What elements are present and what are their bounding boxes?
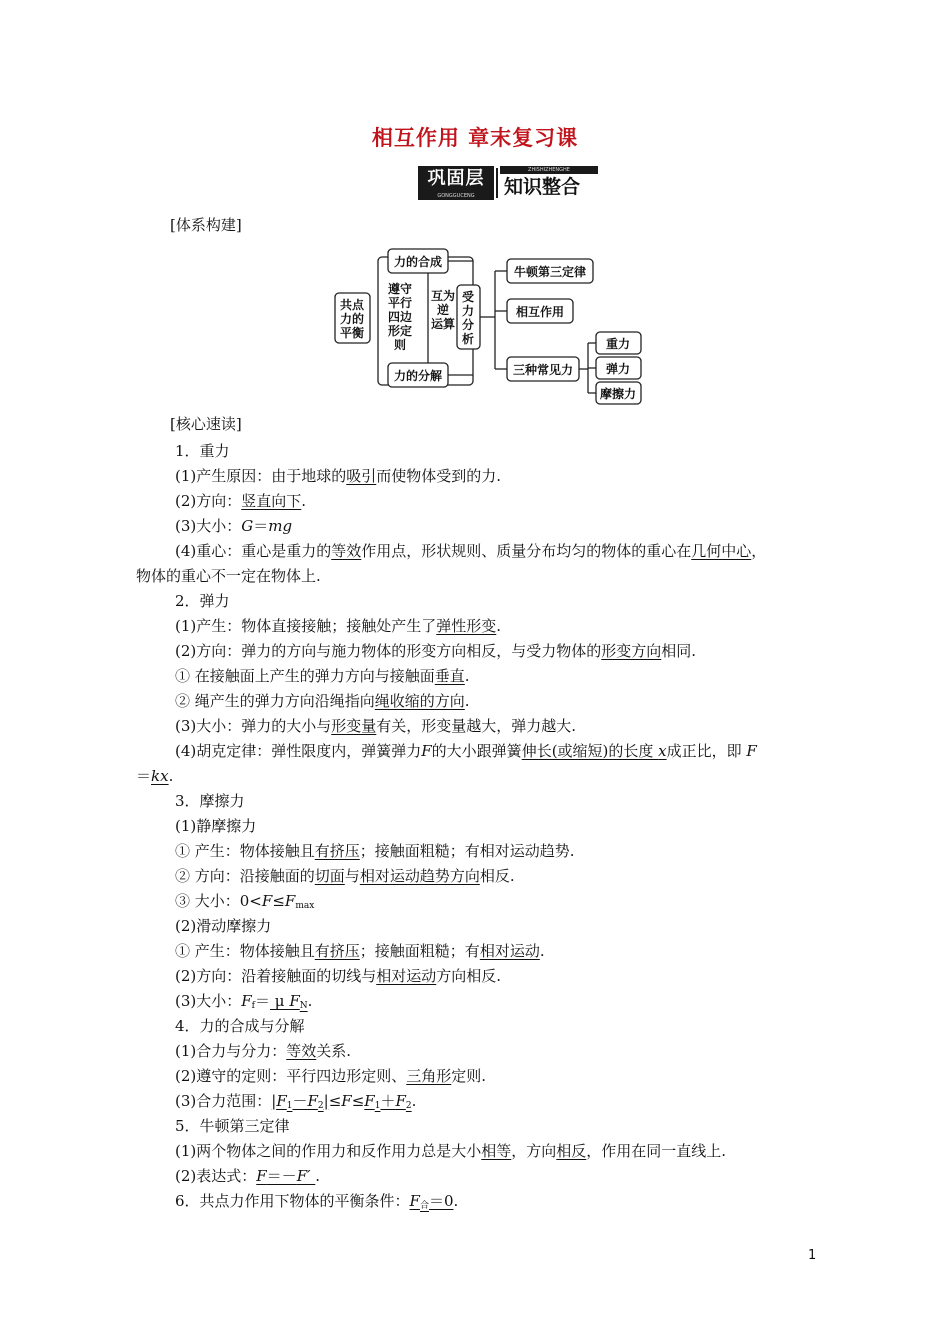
- answer-blank: 形变量: [331, 717, 377, 735]
- diagram-label-newton3: 牛顿第三定律: [513, 265, 587, 279]
- subscript: max: [295, 901, 315, 911]
- diagram-label-analysis-2: 力: [461, 304, 475, 318]
- content-line: [175, 691, 470, 711]
- diagram-label-analysis-3: 分: [461, 318, 475, 332]
- content-line: [136, 766, 173, 786]
- text-run: ① 在接触面上产生的弹力方向与接触面: [175, 667, 435, 685]
- text-run: 关系.: [316, 1042, 352, 1060]
- diagram-label-rule-2: 平行: [387, 296, 413, 310]
- text-run: ≤: [272, 892, 285, 910]
- text-run: ，方向: [511, 1142, 557, 1160]
- math-var: F: [746, 742, 757, 760]
- answer-blank: ＝0: [428, 1192, 454, 1210]
- text-run: .: [168, 767, 174, 785]
- text-run: ③ 大小：0<: [175, 892, 262, 910]
- content-line: [175, 541, 766, 561]
- content-line: [175, 991, 312, 1016]
- text-run: 物体的重心不一定在物体上.: [136, 567, 321, 585]
- text-run: ≤: [328, 1092, 342, 1110]
- text-run: (1)两个物体之间的作用力和反作用力总是大小: [175, 1142, 482, 1160]
- content-line: [175, 841, 575, 861]
- subscript: 2: [405, 1101, 412, 1111]
- answer-blank: F: [256, 1167, 267, 1185]
- text-run: ≤: [351, 1092, 365, 1110]
- answer-blank: F: [395, 1092, 406, 1110]
- content-line: [175, 1091, 416, 1116]
- math-var: mg: [268, 517, 293, 535]
- text-run: 相同.: [661, 642, 697, 660]
- answer-blank: 有挤压: [314, 842, 360, 860]
- answer-blank: 垂直: [434, 667, 465, 685]
- answer-blank: ＋: [380, 1092, 396, 1110]
- content-line: [175, 516, 292, 536]
- answer-blank: 伸长(或缩短)的长度: [521, 742, 659, 760]
- answer-blank: 相对运动: [376, 967, 437, 985]
- text-run: ② 方向：沿接触面的: [175, 867, 315, 885]
- text-run: 成正比，即: [666, 742, 747, 760]
- text-run: (2)滑动摩擦力: [175, 917, 272, 935]
- text-run: (2)方向：沿着接触面的切线与: [175, 967, 377, 985]
- diagram-label-eq-1: 共点: [339, 298, 365, 312]
- answer-blank: 三角形: [406, 1067, 452, 1085]
- diagram-label-eq-3: 平衡: [339, 326, 365, 340]
- page-number: 1: [808, 1248, 817, 1263]
- section-banner: [418, 166, 598, 200]
- content-line: [175, 666, 470, 686]
- subscript: 1: [374, 1101, 381, 1111]
- section-heading-structure: [体系构建]: [170, 216, 242, 234]
- answer-blank: 相反: [556, 1142, 587, 1160]
- content-line: [175, 591, 230, 611]
- diagram-label-gravity: 重力: [605, 337, 631, 351]
- diagram-label-compose: 力的合成: [393, 255, 443, 269]
- text-run: ① 产生：物体接触且: [175, 942, 315, 960]
- content-line: [175, 966, 501, 986]
- text-run: 6．共点力作用下物体的平衡条件：: [175, 1192, 410, 1210]
- text-run: 与: [344, 867, 360, 885]
- answer-blank: 弹性形变: [436, 617, 497, 635]
- text-run: (3)大小：: [175, 992, 242, 1010]
- content-line: [175, 1141, 726, 1161]
- text-run: ，作用在同一直线上.: [586, 1142, 727, 1160]
- answer-blank: x: [658, 742, 667, 760]
- content-line: [175, 616, 501, 636]
- answer-blank: |: [323, 1092, 329, 1110]
- banner-left-pinyin: GONGGUCENG: [437, 193, 475, 199]
- answer-blank: －: [292, 1092, 308, 1110]
- answer-blank: kx: [151, 767, 169, 785]
- text-run: (3)大小：: [175, 517, 242, 535]
- answer-blank: 相对运动: [479, 942, 540, 960]
- answer-blank: μ: [270, 992, 290, 1010]
- answer-blank: 相等: [481, 1142, 512, 1160]
- diagram-label-elastic: 弹力: [605, 362, 631, 376]
- text-run: ；接触面粗糙；有相对运动趋势.: [359, 842, 575, 860]
- answer-blank: 绳收缩的方向: [374, 692, 465, 710]
- text-run: ② 绳产生的弹力方向沿绳指向: [175, 692, 375, 710]
- text-run: ，: [751, 542, 767, 560]
- content-line: [175, 916, 271, 936]
- diagram-label-friction: 摩擦力: [599, 387, 637, 401]
- math-var: G: [241, 517, 254, 535]
- section-heading-core: [核心速读]: [170, 415, 242, 433]
- answer-blank: |: [271, 1092, 277, 1110]
- answer-blank: F: [409, 1192, 420, 1210]
- content-line: [175, 866, 515, 886]
- text-run: (2)遵守的定则：平行四边形定则、: [175, 1067, 407, 1085]
- subscript: N: [299, 1001, 308, 1011]
- text-run: ＝: [255, 992, 271, 1010]
- answer-blank: F: [364, 1092, 375, 1110]
- text-run: ① 产生：物体接触且: [175, 842, 315, 860]
- answer-blank: 有挤压: [314, 942, 360, 960]
- text-run: 1．重力: [175, 442, 230, 460]
- content-line: [175, 1041, 351, 1061]
- answer-blank: 吸引: [346, 467, 377, 485]
- math-var: F: [341, 1092, 352, 1110]
- text-run: .: [464, 667, 470, 685]
- content-line: [175, 891, 314, 916]
- subscript: 1: [286, 1101, 293, 1111]
- text-run: ＝: [253, 517, 269, 535]
- banner-right-text: 知识整合: [504, 176, 581, 198]
- text-run: .: [411, 1092, 417, 1110]
- text-run: 2．弹力: [175, 592, 230, 610]
- diagram-label-inverse-1: 互为: [430, 289, 456, 303]
- text-run: .: [464, 692, 470, 710]
- text-run: (4)重心：重心是重力的: [175, 542, 332, 560]
- content-line: [175, 641, 696, 661]
- subscript: 2: [317, 1101, 324, 1111]
- text-run: (2)方向：弹力的方向与施力物体的形变方向相反，与受力物体的: [175, 642, 602, 660]
- text-run: .: [539, 942, 545, 960]
- math-var: F: [261, 892, 273, 910]
- diagram-label-three: 三种常见力: [512, 363, 574, 377]
- text-run: 的大小跟弹簧: [431, 742, 522, 760]
- banner-right: [500, 166, 598, 200]
- text-run: (4)胡克定律：弹性限度内，弹簧弹力: [175, 742, 422, 760]
- diagram-label-rule-4: 形定: [387, 324, 413, 338]
- answer-blank: 切面: [314, 867, 345, 885]
- text-run: .: [453, 1192, 459, 1210]
- text-run: 定则.: [451, 1067, 487, 1085]
- math-var: F: [284, 892, 296, 910]
- text-run: 作用点，形状规则、质量分布均匀的物体的重心在: [361, 542, 692, 560]
- diagram-label-analysis-4: 析: [461, 332, 475, 346]
- banner-divider: [496, 168, 498, 198]
- answer-blank: 形变方向: [601, 642, 662, 660]
- content-line: [175, 941, 545, 961]
- content-line: [175, 1016, 305, 1036]
- text-run: .: [315, 1167, 321, 1185]
- diagram-label-rule-3: 四边: [387, 310, 413, 324]
- answer-blank: 相对运动趋势方向: [359, 867, 480, 885]
- text-run: (1)产生：物体直接接触；接触处产生了: [175, 617, 437, 635]
- text-run: (2)方向：: [175, 492, 242, 510]
- answer-blank: 几何中心: [691, 542, 752, 560]
- answer-blank: 竖直向下: [241, 492, 302, 510]
- answer-blank: F: [307, 1092, 318, 1110]
- answer-blank: F: [276, 1092, 287, 1110]
- text-run: ；接触面粗糙；有: [359, 942, 480, 960]
- text-run: .: [307, 992, 313, 1010]
- diagram-label-decompose: 力的分解: [393, 369, 443, 383]
- text-run: 方向相反.: [436, 967, 502, 985]
- diagram-label-rule-5: 则: [393, 338, 407, 352]
- content-line: [175, 1166, 320, 1186]
- text-run: 4．力的合成与分解: [175, 1017, 305, 1035]
- content-line: [175, 1116, 290, 1136]
- math-var: F: [421, 742, 432, 760]
- text-run: (2)表达式：: [175, 1167, 257, 1185]
- content-line: [175, 791, 245, 811]
- diagram-label-eq-2: 力的: [339, 312, 365, 326]
- banner-left-text: 巩固层: [427, 168, 485, 189]
- text-run: (1)产生原因：由于地球的: [175, 467, 347, 485]
- math-var: F: [241, 992, 252, 1010]
- text-run: (1)合力与分力：: [175, 1042, 287, 1060]
- text-run: 有关，形变量越大，弹力越大.: [376, 717, 577, 735]
- content-line: [175, 441, 230, 461]
- content-line: [175, 1191, 458, 1216]
- content-line: [175, 741, 757, 761]
- text-run: .: [496, 617, 502, 635]
- text-run: 相反.: [479, 867, 515, 885]
- text-run: (1)静摩擦力: [175, 817, 257, 835]
- text-run: 3．摩擦力: [175, 792, 245, 810]
- diagram-label-rule-1: 遵守: [387, 282, 413, 296]
- concept-diagram: [330, 245, 650, 410]
- content-line: [136, 566, 321, 586]
- text-run: (3)大小：弹力的大小与: [175, 717, 332, 735]
- content-line: [175, 816, 256, 836]
- subscript: 合: [419, 1201, 429, 1211]
- text-run: 而使物体受到的力.: [376, 467, 502, 485]
- content-line: [175, 716, 576, 736]
- diagram-label-inverse-2: 逆: [436, 303, 450, 317]
- banner-right-pinyin: ZHISHIZHENGHE: [500, 166, 598, 174]
- banner-left: [418, 166, 494, 200]
- subscript: f: [251, 1001, 256, 1011]
- answer-blank: ＝－: [266, 1167, 297, 1185]
- diagram-label-interaction: 相互作用: [515, 305, 565, 319]
- answer-blank: F′: [296, 1167, 311, 1185]
- answer-blank: 等效: [286, 1042, 317, 1060]
- answer-blank: F: [289, 992, 300, 1010]
- diagram-label-analysis-1: 受: [461, 290, 475, 304]
- diagram-label-inverse-3: 运算: [430, 317, 456, 331]
- text-run: .: [301, 492, 307, 510]
- page-title: 相互作用 章末复习课: [371, 126, 579, 150]
- text-run: (3)合力范围：: [175, 1092, 272, 1110]
- answer-blank: 等效: [331, 542, 362, 560]
- content-line: [175, 466, 501, 486]
- text-run: ＝: [136, 767, 152, 785]
- content-line: [175, 1066, 486, 1086]
- content-line: [175, 491, 306, 511]
- text-run: 5．牛顿第三定律: [175, 1117, 290, 1135]
